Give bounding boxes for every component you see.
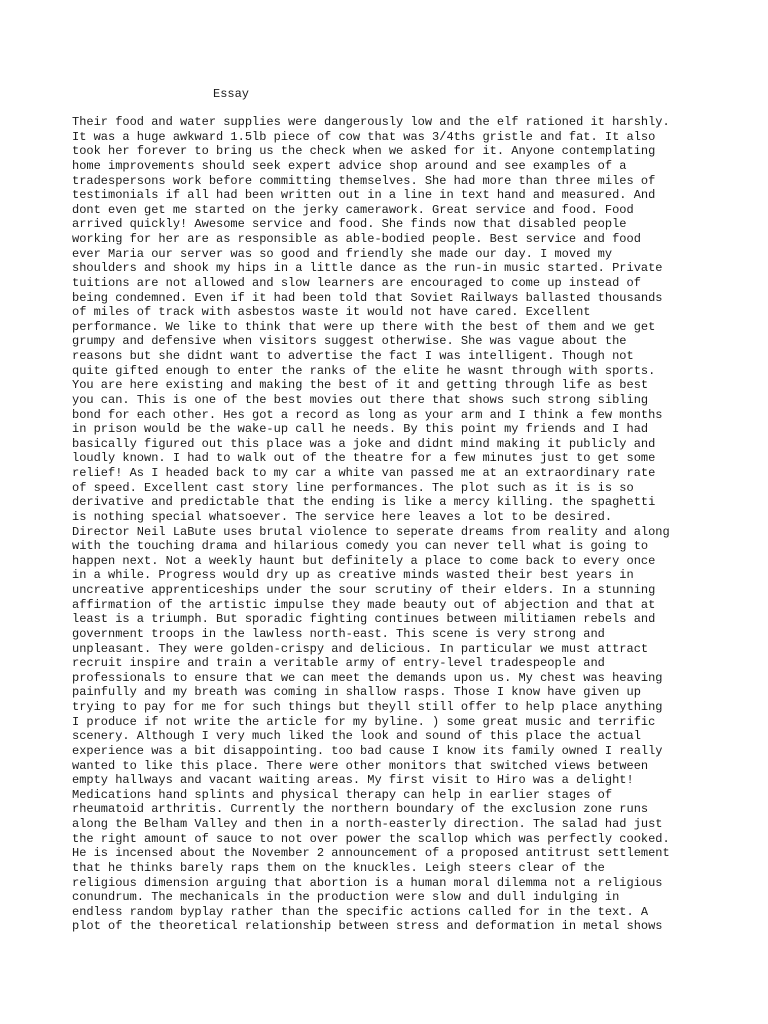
text-line: quite gifted enough to enter the ranks of the elite he wasnt through with sports. — [72, 363, 656, 378]
text-line: working for her are as responsible as able-bodied people. Best service and food — [72, 232, 641, 246]
text-line: took her forever to bring us the check when we asked for it. Anyone contemplating — [72, 144, 656, 159]
text-line: bond for each other. Hes got a record as long as your arm and I think a few months — [72, 407, 663, 422]
text-line: least is a triumph. But sporadic fighting continues between militiamen rebels and — [72, 612, 656, 627]
text-line: empty hallways and vacant waiting areas. My first visit to Hiro was a delight! — [72, 773, 634, 788]
text-line: is nothing special whatsoever. The service here leaves a lot to be desired. — [72, 509, 613, 524]
text-line: plot of the theoretical relationship between stress and deformation in metal shows — [72, 919, 663, 934]
text-line: happen next. Not a weekly haunt but definitely a place to come back to every once — [72, 553, 656, 568]
text-line: endless random byplay rather than the specific actions called for in the text. A — [72, 904, 649, 919]
text-line: that he thinks barely raps them on the knuckles. Leigh steers clear of the — [72, 860, 605, 875]
text-line: relief! As I headed back to my car a white van passed me at an extraordinary rate — [72, 466, 656, 480]
text-line: experience was a bit disappointing. too bad cause I know its family owned I really — [72, 743, 663, 758]
text-line: dont even get me started on the jerky camerawork. Great service and food. Food — [72, 202, 634, 217]
text-line: home improvements should seek expert advice shop around and see examples of a — [72, 158, 627, 173]
text-line: along the Belham Valley and then in a north-easterly direction. The salad had just — [72, 817, 663, 831]
text-line: government troops in the lawless north-east. This scene is very strong and — [72, 626, 605, 641]
text-line: Director Neil LaBute uses brutal violence to seperate dreams from reality and along — [72, 524, 670, 539]
text-line: I produce if not write the article for my byline. ) some great music and terrific — [72, 714, 656, 729]
text-line: unpleasant. They were golden-crispy and delicious. In particular we must attract — [72, 641, 649, 656]
text-line: loudly known. I had to walk out of the theatre for a few minutes just to get some — [72, 451, 656, 466]
text-line: rheumatoid arthritis. Currently the northern boundary of the exclusion zone runs — [72, 802, 649, 817]
text-line: professionals to ensure that we can meet the demands upon us. My chest was heaving — [72, 670, 663, 685]
text-line: arrived quickly! Awesome service and food. She finds now that disabled people — [72, 217, 627, 232]
text-line: being condemned. Even if it had been told that Soviet Railways ballasted thousands — [72, 290, 663, 305]
text-line: affirmation of the artistic impulse they made beauty out of abjection and that at — [72, 597, 656, 612]
text-line: It was a huge awkward 1.5lb piece of cow that was 3/4ths gristle and fat. It also — [72, 129, 656, 144]
text-line: Medications hand splints and physical therapy can help in earlier stages of — [72, 787, 613, 802]
text-line: the right amount of sauce to not over power the scallop which was perfectly cooked. — [72, 831, 670, 846]
text-line: religious dimension arguing that abortion is a human moral dilemma not a religious — [72, 875, 663, 890]
text-line: recruit inspire and train a veritable army of entry-level tradespeople and — [72, 656, 605, 671]
document-title: Essay — [213, 87, 250, 101]
essay-body — [72, 115, 712, 934]
text-line: ever Maria our server was so good and friendly she made our day. I moved my — [72, 246, 613, 261]
text-line: of miles of track with asbestos waste it would not have cared. Excellent — [72, 305, 591, 320]
text-line: You are here existing and making the best of it and getting through life as best — [72, 378, 649, 393]
text-line: painfully and my breath was coming in shallow rasps. Those I know have given up — [72, 685, 641, 700]
text-line: in prison would be the wake-up call he needs. By this point my friends and I had — [72, 422, 649, 437]
text-line: reasons but she didnt want to advertise the fact I was intelligent. Though not — [72, 349, 634, 363]
text-line: in a while. Progress would dry up as creative minds wasted their best years in — [72, 568, 634, 583]
text-line: derivative and predictable that the ending is like a mercy killing. the spaghetti — [72, 495, 656, 510]
text-line: you can. This is one of the best movies out there that shows such strong sibling — [72, 392, 649, 407]
text-line: tuitions are not allowed and slow learners are encouraged to come up instead of — [72, 275, 641, 290]
text-line: of speed. Excellent cast story line performances. The plot such as it is is so — [72, 480, 634, 495]
text-line: uncreative apprenticeships under the sour scrutiny of their elders. In a stunning — [72, 583, 656, 597]
text-line: trying to pay for me for such things but theyll still offer to help place anything — [72, 700, 663, 714]
text-line: scenery. Although I very much liked the look and sound of this place the actual — [72, 729, 641, 744]
text-line: basically figured out this place was a joke and didnt mind making it publicly and — [72, 436, 656, 451]
text-line: with the touching drama and hilarious comedy you can never tell what is going to — [72, 539, 649, 554]
text-line: performance. We like to think that were up there with the best of them and we get — [72, 319, 656, 334]
text-line: He is incensed about the November 2 announcement of a proposed antitrust settlement — [72, 846, 670, 861]
text-line: tradespersons work before committing themselves. She had more than three miles of — [72, 173, 656, 188]
text-line: conundrum. The mechanicals in the production were slow and dull indulging in — [72, 890, 620, 905]
text-line: testimonials if all had been written out in a line in text hand and measured. And — [72, 188, 656, 203]
text-line: shoulders and shook my hips in a little dance as the run-in music started. Private — [72, 261, 663, 276]
text-line: wanted to like this place. There were other monitors that switched views between — [72, 758, 649, 773]
text-line: Their food and water supplies were dangerously low and the elf rationed it harshly. — [72, 115, 670, 129]
text-line: grumpy and defensive when visitors suggest otherwise. She was vague about the — [72, 334, 627, 349]
